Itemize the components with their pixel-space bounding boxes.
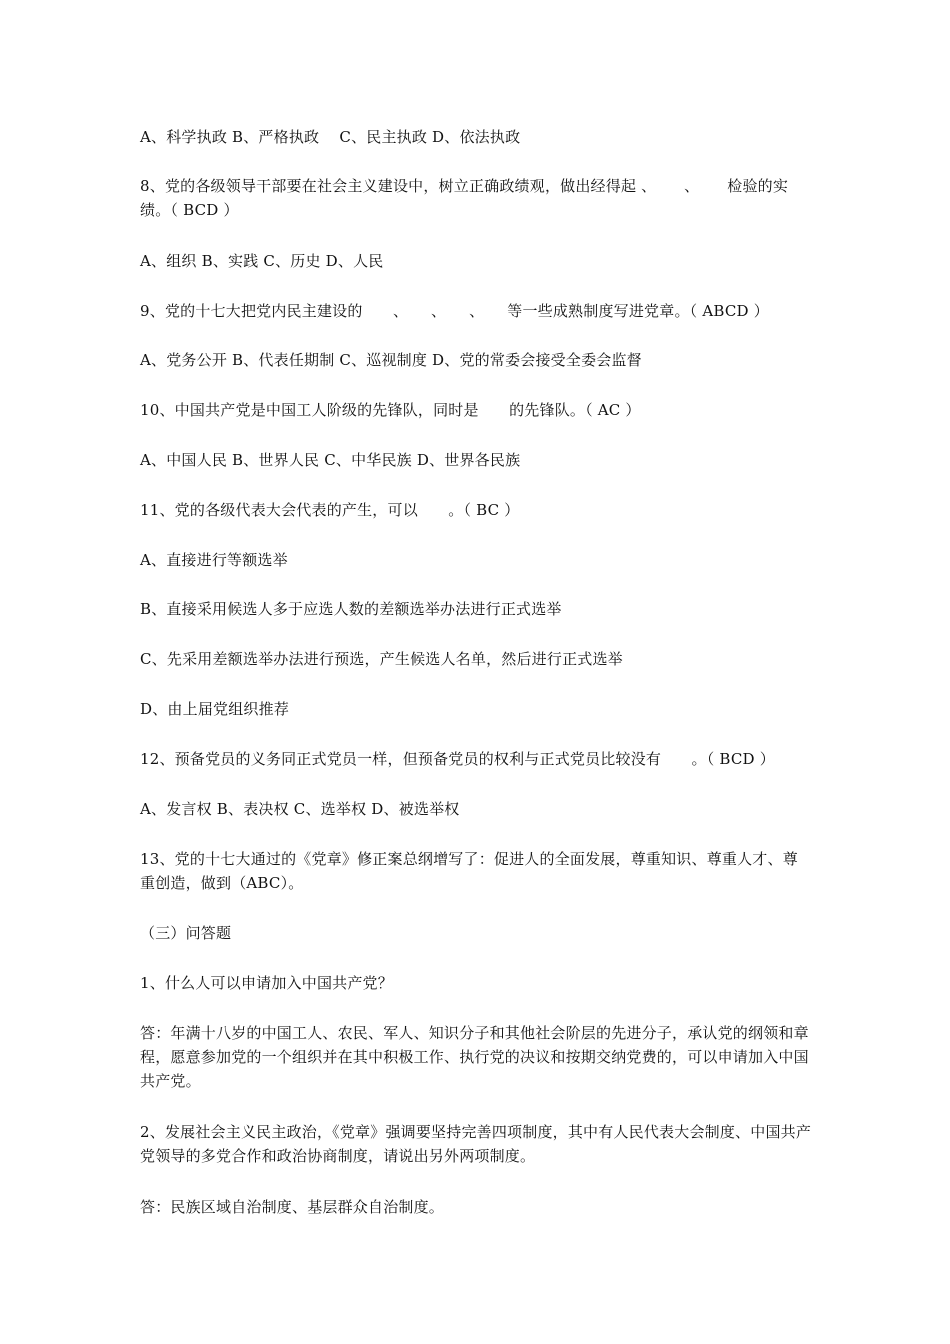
option-d-q11: D、由上届党组织推荐	[140, 700, 290, 718]
question-9: 9、党的十七大把党内民主建设的 、 、 、 等一些成熟制度写进党章。（ ABCD ）	[140, 302, 769, 320]
option-line-q10: A、中国人民 B、世界人民 C、中华民族 D、世界各民族	[140, 451, 521, 469]
qa-answer-2: 答：民族区域自治制度、基层群众自治制度。	[140, 1198, 445, 1216]
question-8: 8、党的各级领导干部要在社会主义建设中，树立正确政绩观，做出经得起 、 、 检验的实绩。（ BCD ）	[140, 177, 789, 219]
option-line-q8: A、组织 B、实践 C、历史 D、人民	[140, 252, 384, 270]
option-a-q11: A、直接进行等额选举	[140, 551, 288, 569]
qa-question-2: 2、发展社会主义民主政治，《党章》强调要坚持完善四项制度，其中有人民代表大会制度、中国共产党领导的多党合作和政治协商制度，请说出另外两项制度。	[140, 1123, 812, 1165]
question-10: 10、中国共产党是中国工人阶级的先锋队，同时是 的先锋队。（ AC ）	[140, 401, 641, 419]
section-heading: （三）问答题	[140, 924, 232, 942]
option-line-q12: A、发言权 B、表决权 C、选举权 D、被选举权	[140, 800, 460, 818]
option-b-q11: B、直接采用候选人多于应选人数的差额选举办法进行正式选举	[140, 600, 562, 618]
question-11: 11、党的各级代表大会代表的产生，可以 。（ BC ）	[140, 501, 520, 519]
question-13: 13、党的十七大通过的《党章》修正案总纲增写了：促进人的全面发展，尊重知识、尊重人才、尊重创造，做到（ABC）。	[140, 850, 798, 892]
qa-answer-1: 答：年满十八岁的中国工人、农民、军人、知识分子和其他社会阶层的先进分子，承认党的纲领和章程，愿意参加党的一个组织并在其中积极工作、执行党的决议和按期交纳党费的，可以申请加入中国共产党。	[140, 1024, 809, 1090]
option-line-q7: A、科学执政 B、严格执政 C、民主执政 D、依法执政	[140, 128, 521, 146]
option-c-q11: C、先采用差额选举办法进行预选，产生候选人名单，然后进行正式选举	[140, 650, 623, 668]
option-line-q9: A、党务公开 B、代表任期制 C、巡视制度 D、党的常委会接受全委会监督	[140, 351, 642, 369]
question-12: 12、预备党员的义务同正式党员一样，但预备党员的权利与正式党员比较没有 。（ BCD ）	[140, 750, 775, 768]
qa-question-1: 1、什么人可以申请加入中国共产党？	[140, 974, 393, 992]
